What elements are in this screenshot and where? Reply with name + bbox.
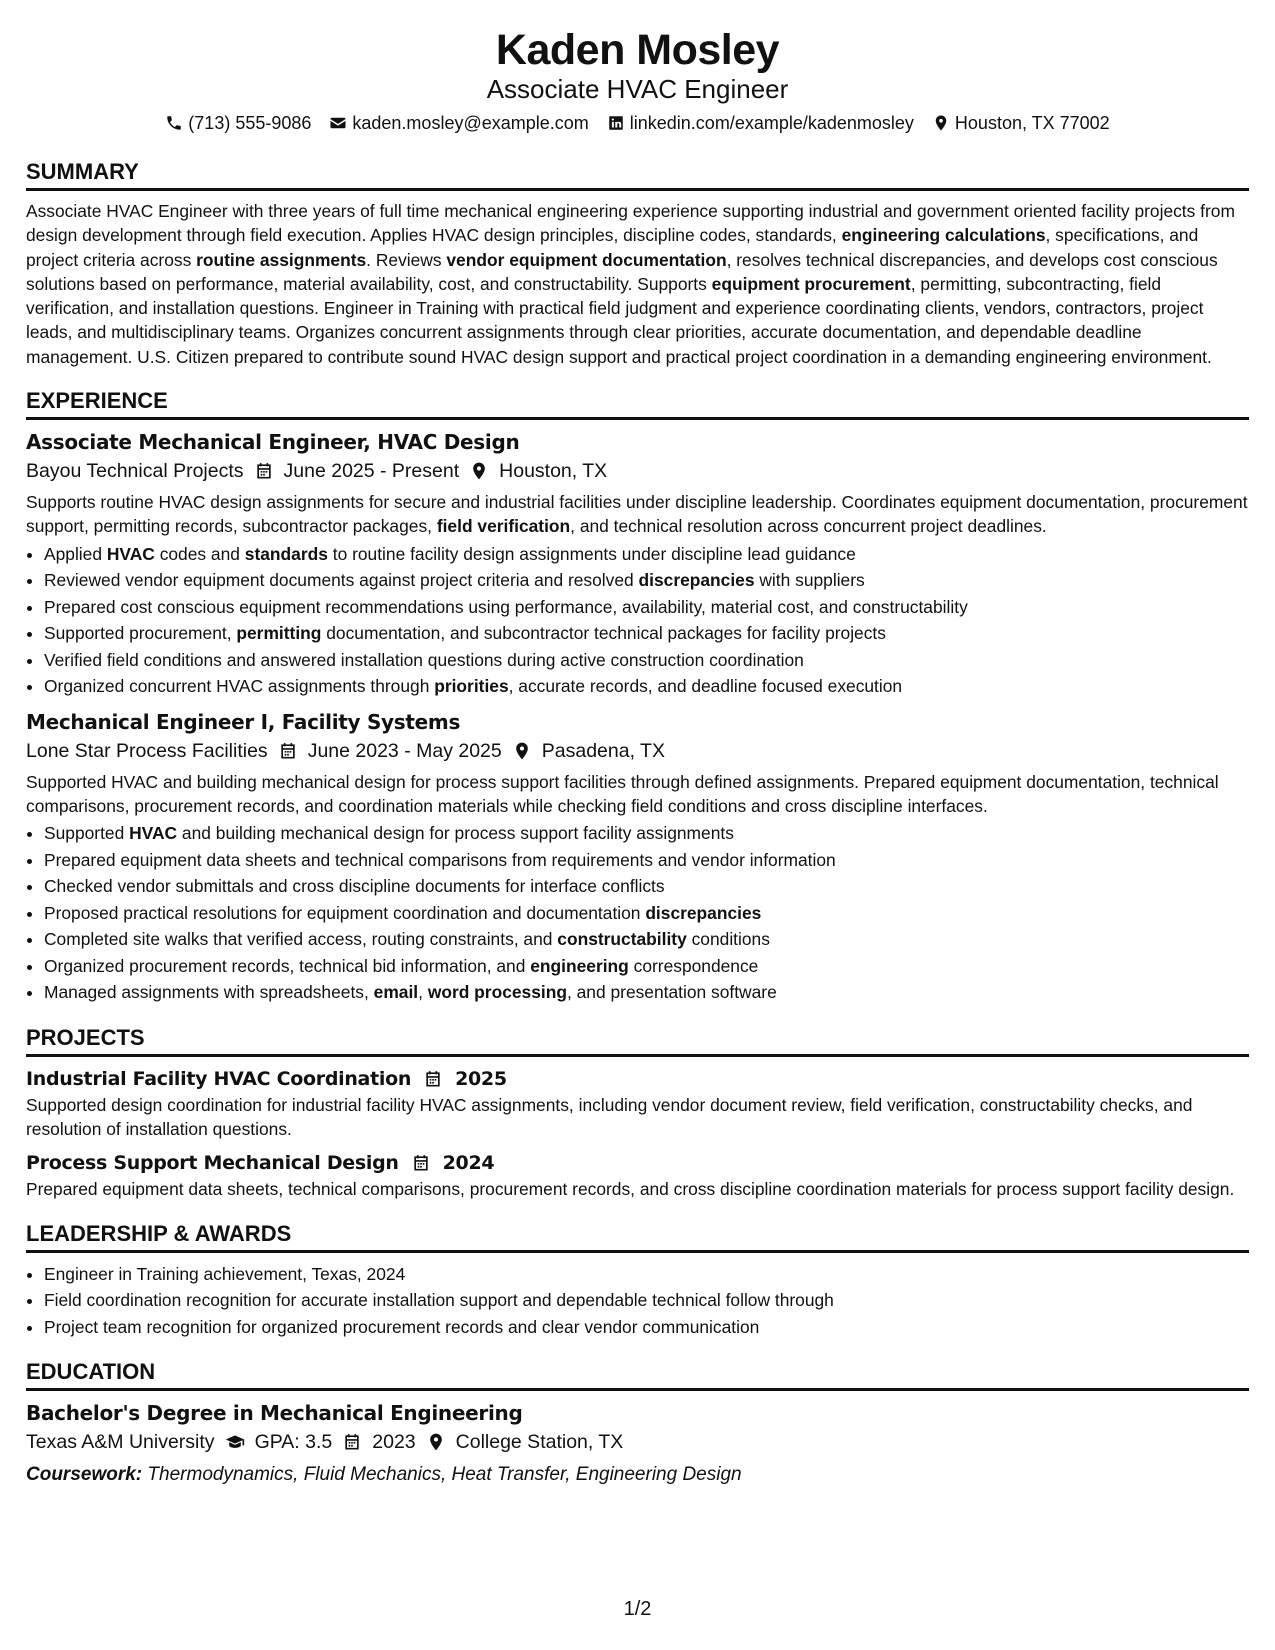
contact-email[interactable]: [329, 110, 588, 136]
job-entry: [26, 428, 1249, 700]
emphasis-text: engineering calculations: [841, 225, 1046, 246]
school-location: College Station, TX: [455, 1431, 624, 1454]
summary-text: Associate HVAC Engineer with three years of full time mechanical engineering experience supporting industrial and government oriented facility projects from design development through field execution. Applies HVAC design principles, discipline codes, standards, engineering calculations, specifications, and project criteria across routine assignments. Reviews vendor equipment documentation, resolves technical discrepancies, and develops cost conscious solutions based on performance, material availability, cost, and constructability. Supports equipment procurement, permitting, subcontracting, field verification, and installation questions. Engineer in Training with practical field judgment and experience coordinating clients, vendors, contractors, project leads, and multidisciplinary teams. Organizes concurrent assignments through clear priorities, accurate documentation, and dependable deadline management. U.S. Citizen prepared to contribute sound HVAC design support and practical project coordination in a demanding engineering environment.: [26, 201, 1235, 367]
emphasis-text: email: [373, 982, 419, 1003]
project-description: Prepared equipment data sheets, technical comparisons, procurement records, and cross discipline coordination materials for process support facility design.: [26, 1179, 1235, 1200]
coursework-text: Thermodynamics, Fluid Mechanics, Heat Transfer, Engineering Design: [147, 1464, 742, 1486]
job-bullet: • Managed assignments with spreadsheets, email, word processing, and presentation software: [44, 979, 1249, 1006]
job-title: Mechanical Engineer I, Facility Systems: [26, 709, 461, 734]
map-pin-icon: [469, 461, 489, 481]
job-company: Lone Star Process Facilities: [26, 739, 268, 762]
job-bullet: • Applied HVAC codes and standards to routine facility design assignments under discipline lead guidance: [44, 541, 1249, 568]
emphasis-text: discrepancies: [638, 570, 755, 591]
experience-section: [26, 387, 1249, 1006]
project-title: Industrial Facility HVAC Coordination: [26, 1067, 412, 1090]
phone-icon: [165, 114, 183, 132]
emphasis-text: permitting: [236, 623, 322, 644]
emphasis-text: constructability: [557, 929, 687, 950]
project-year: 2024: [442, 1152, 495, 1175]
job-bullet: • Prepared cost conscious equipment recommendations using performance, availability, material cost, and constructability: [44, 594, 1249, 621]
resume-header: [26, 0, 1249, 136]
emphasis-text: field verification: [436, 516, 571, 537]
job-bullet: • Reviewed vendor equipment documents against project criteria and resolved discrepancies with suppliers: [44, 567, 1249, 594]
education-meta: [26, 1427, 1249, 1457]
candidate-role: Associate HVAC Engineer: [486, 74, 789, 104]
degree-title: Bachelor's Degree in Mechanical Engineering: [26, 1401, 523, 1426]
experience-heading: EXPERIENCE: [26, 387, 1249, 420]
projects-heading: PROJECTS: [26, 1024, 1249, 1057]
calendar-icon: [254, 461, 274, 481]
job-bullet: • Prepared equipment data sheets and technical comparisons from requirements and vendor information: [44, 847, 1249, 874]
calendar-icon: [342, 1432, 362, 1452]
calendar-icon: [278, 741, 298, 761]
job-bullet: • Supported HVAC and building mechanical design for process support facility assignments: [44, 820, 1249, 847]
emphasis-text: equipment procurement: [711, 273, 911, 294]
contact-linkedin[interactable]: [607, 110, 914, 136]
job-location: Houston, TX: [499, 460, 608, 483]
job-dates: June 2025 - Present: [283, 460, 460, 483]
job-company: Bayou Technical Projects: [26, 460, 244, 483]
job-bullet: • Supported procurement, permitting documentation, and subcontractor technical packages for facility projects: [44, 620, 1249, 647]
emphasis-text: priorities: [434, 676, 509, 697]
candidate-name: Kaden Mosley: [495, 26, 780, 74]
project-title: Process Support Mechanical Design: [26, 1152, 399, 1175]
education-section: [26, 1358, 1249, 1489]
project-description: Supported design coordination for industrial facility HVAC assignments, including vendor document review, field verification, constructability checks, and resolution of installation questions.: [26, 1094, 1193, 1140]
job-bullet: • Organized concurrent HVAC assignments through priorities, accurate records, and deadline focused execution: [44, 673, 1249, 700]
job-dates: June 2023 - May 2025: [307, 739, 502, 762]
emphasis-text: engineering: [530, 955, 629, 976]
project-entry: [26, 1149, 1249, 1201]
job-summary: Supports routine HVAC design assignments for secure and industrial facilities under discipline leadership. Coordinates equipment documentation, procurement support, permitting records, subcontractor packages, field verification, and technical resolution across concurrent project deadlines.: [26, 492, 1248, 537]
leadership-item: • Field coordination recognition for accurate installation support and dependable technical follow through: [44, 1287, 1249, 1314]
emphasis-text: vendor equipment documentation: [446, 249, 727, 270]
summary-heading: SUMMARY: [26, 158, 1249, 191]
phone-text: (713) 555-9086: [188, 113, 312, 133]
linkedin-text[interactable]: linkedin.com/example/kadenmosley: [629, 113, 914, 133]
linkedin-icon: [607, 114, 625, 132]
job-bullets: [26, 541, 1249, 700]
contact-phone: [165, 110, 311, 136]
emphasis-text: word processing: [427, 982, 567, 1003]
coursework: [26, 1461, 1249, 1489]
job-summary: Supported HVAC and building mechanical design for process support facilities through defined assignments. Prepared equipment documentation, technical comparisons, procurement records, and coordination materials while checking field conditions and cross discipline interfaces.: [26, 771, 1219, 816]
job-bullet: • Verified field conditions and answered installation questions during active construction coordination: [44, 647, 1249, 674]
emphasis-text: HVAC: [106, 543, 155, 564]
contact-location: [932, 110, 1110, 136]
job-title: Associate Mechanical Engineer, HVAC Design: [26, 430, 520, 455]
project-title-row: [26, 1065, 1249, 1093]
job-meta: [26, 736, 1249, 766]
emphasis-text: discrepancies: [645, 902, 762, 923]
leadership-list: [26, 1261, 1249, 1341]
project-title-row: [26, 1149, 1249, 1177]
leadership-item: • Engineer in Training achievement, Texas, 2024: [44, 1261, 1249, 1288]
envelope-icon: [329, 114, 347, 132]
emphasis-text: HVAC: [129, 823, 178, 844]
contact-bar: [26, 110, 1249, 136]
job-entry: [26, 708, 1249, 1006]
graduation-cap-icon: [225, 1432, 245, 1452]
job-bullets: [26, 820, 1249, 1006]
education-heading: EDUCATION: [26, 1358, 1249, 1391]
summary-section: [26, 158, 1249, 369]
page-number: 1/2: [623, 1598, 652, 1620]
calendar-icon: [423, 1069, 443, 1089]
emphasis-text: routine assignments: [196, 249, 367, 270]
map-pin-icon: [932, 114, 950, 132]
leadership-section: [26, 1220, 1249, 1341]
projects-section: [26, 1024, 1249, 1202]
location-text: Houston, TX 77002: [954, 113, 1110, 133]
job-meta: [26, 456, 1249, 486]
project-year: 2025: [455, 1067, 507, 1090]
job-bullet: • Organized procurement records, technical bid information, and engineering correspondence: [44, 953, 1249, 980]
leadership-heading: LEADERSHIP & AWARDS: [26, 1220, 1249, 1253]
project-entry: [26, 1065, 1249, 1142]
job-bullet: • Checked vendor submittals and cross discipline documents for interface conflicts: [44, 873, 1249, 900]
job-bullet: • Completed site walks that verified access, routing constraints, and constructability conditions: [44, 926, 1249, 953]
job-bullet: • Proposed practical resolutions for equipment coordination and documentation discrepancies: [44, 900, 1249, 927]
school-name: Texas A&M University: [26, 1431, 215, 1454]
map-pin-icon: [512, 741, 532, 761]
map-pin-icon: [426, 1432, 446, 1452]
email-text[interactable]: kaden.mosley@example.com: [352, 113, 589, 133]
graduation-year: 2023: [372, 1431, 416, 1454]
gpa-text: GPA: 3.5: [254, 1431, 333, 1454]
leadership-item: • Project team recognition for organized procurement records and clear vendor communication: [44, 1314, 1249, 1341]
coursework-label: Coursework:: [26, 1464, 143, 1486]
job-location: Pasadena, TX: [541, 739, 665, 762]
emphasis-text: standards: [244, 543, 328, 564]
calendar-icon: [411, 1153, 431, 1173]
